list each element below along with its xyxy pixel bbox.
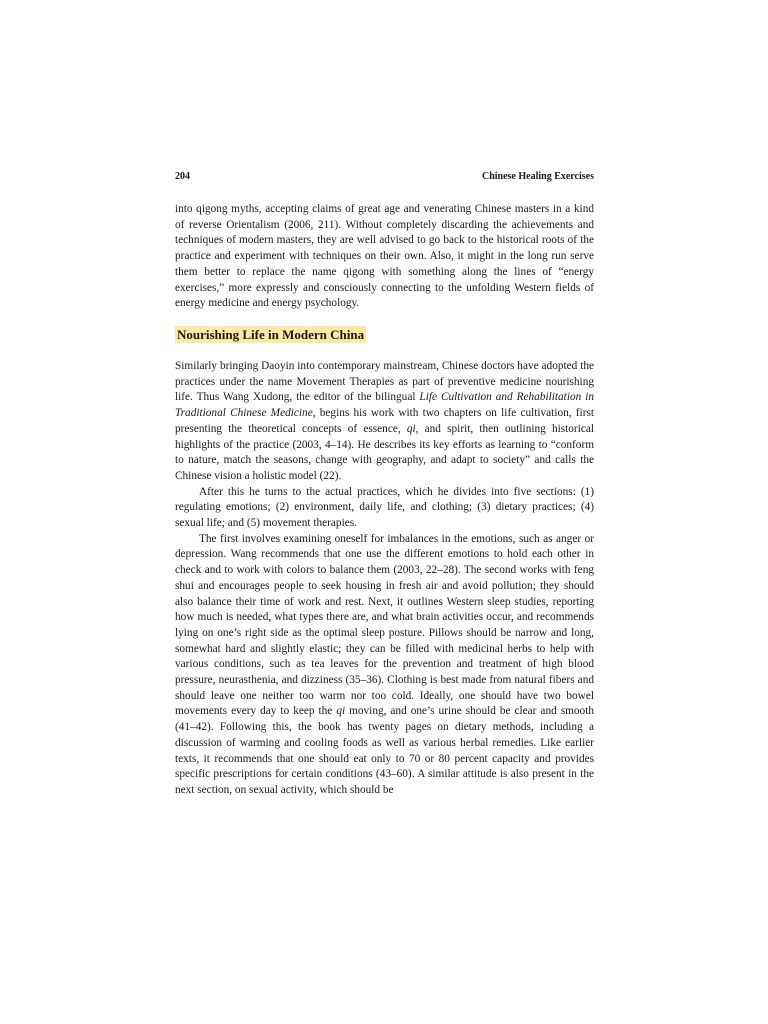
continuation-block: [175, 202, 594, 312]
qi-italic: qi,: [406, 422, 419, 435]
p3-text-a: The first involves examining oneself for imbalances in the emotions, such as anger or depression. Wang recommends that one use the different emotions to hold each other in check and to work with colors to balance them (2003, 22–28). The second works with feng shui and encourages people to seek housing in fresh air and avoid pollution; they should also balance their time of work and rest. Next, it outlines Western sleep studies, reporting how much is needed, what types there are, and what brain activities occur, and recommends lying on one’s right side as the optimal sleep posture. Pillows should be narrow and long, somewhat hard and slightly elastic; they can be filled with medicinal herbs to help with various conditions, such as tea leaves for the prevention and treatment of high blood pressure, neurasthenia, and dizziness (35–36). Clothing is best made from natural fibers and should leave one neither too warm nor too cold. Ideally, one should have two bowel movements every day to keep the: [175, 532, 594, 718]
p1-text-e: and spirit, then outlining historical highlights of the practice (2003, 4–14). He describes its key efforts as learning to “conform to nature, match the seasons, change with geography, and adapt to society” and calls the Chinese vision a holistic model (22).: [175, 422, 594, 482]
running-header: [175, 171, 594, 182]
page-number: 204: [175, 171, 190, 182]
paragraph-2: After this he turns to the actual practices, which he divides into five sections: (1) regulating emotions; (2) environment, daily life, and clothing; (3) dietary practices; (4) sexual life; and (5) movement therapies.: [175, 485, 594, 530]
running-title: Chinese Healing Exercises: [481, 171, 594, 182]
section-body: [175, 359, 594, 799]
p1-text-a: Similarly bringing Daoyin into contemporary mainstream, Chinese doctors have adopted the practices under the name Movement Therapies as part of preventive medicine nourishing life. Thus Wang Xudong, the editor of the bilingual: [175, 360, 594, 404]
paragraph-1: [175, 359, 594, 485]
highlighted-heading-text[interactable]: Nourishing Life in Modern China: [177, 327, 365, 342]
p3-text-c: moving, and one’s urine should be clear and smooth (41–42). Following this, the book has twenty pages on dietary methods, including a discussion of warming and cooling foods as well as various herbal remedies. Like earlier texts, it recommends that one should eat only to 70 or 80 percent capacity and provides specific prescriptions for certain conditions (43–60). A similar attitude is also present in the next section, on sexual activity, which should be: [175, 705, 594, 796]
p1-text-c: begins his work with two chapters on life cultivation, first presenting the theoretical concepts of essence,: [175, 407, 594, 435]
section-heading[interactable]: [175, 327, 366, 343]
continuation-paragraph: into qigong myths, accepting claims of great age and venerating Chinese masters in a kind of reverse Orientalism (2006, 211). Without completely discarding the achievements and techniques of modern masters, they are well advised to go back to the historical roots of the practice and experiment with techniques on their own. Also, it might in the long run serve them better to replace the name qigong with something along the lines of “energy exercises,” more expressly and consciously connecting to the unfolding Western fields of energy medicine and energy psychology.: [175, 203, 594, 310]
paragraph-3: [175, 532, 594, 799]
qi-italic-2: qi: [336, 705, 346, 718]
book-title-italic: Life Cultivation and Rehabilitation in Traditional Chinese Medicine,: [175, 391, 594, 420]
